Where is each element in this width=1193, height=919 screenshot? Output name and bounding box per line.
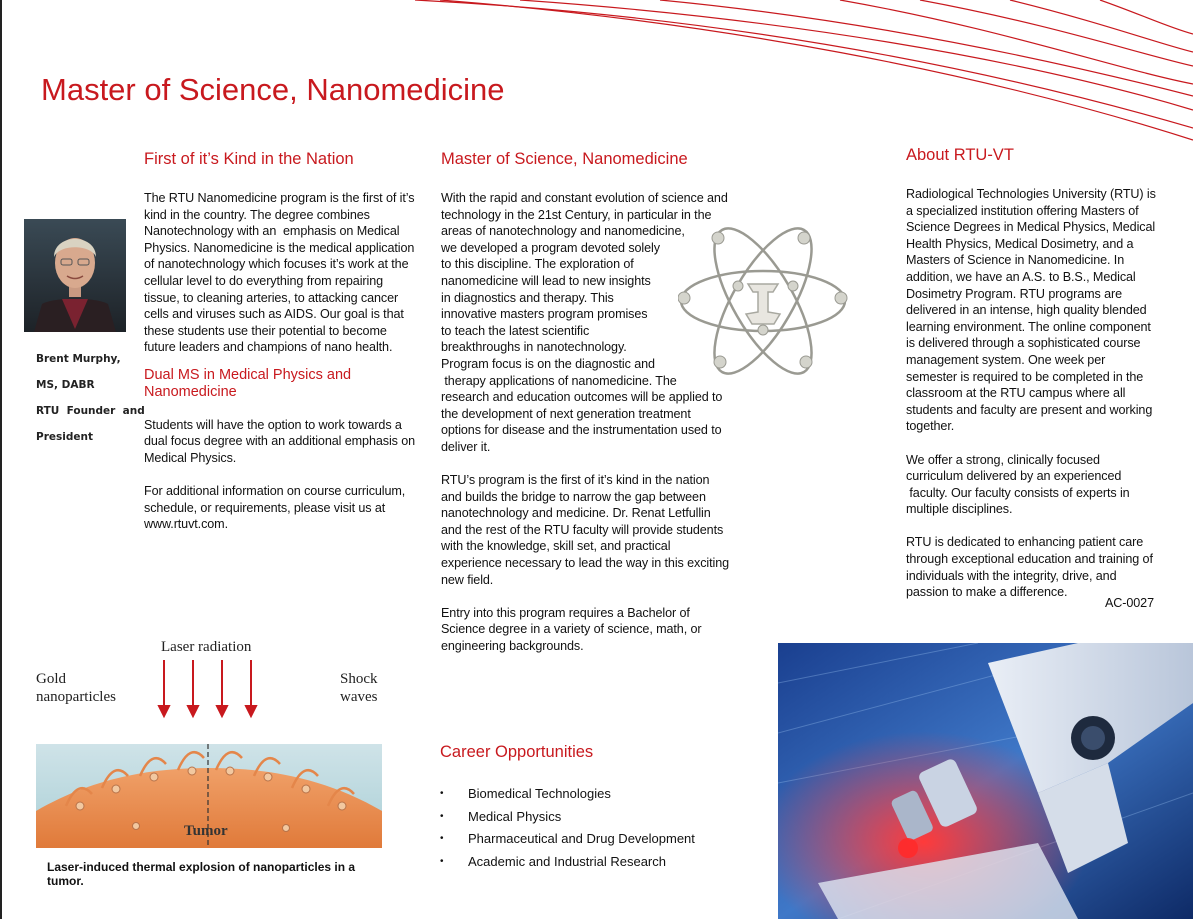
profile-role-line1: RTU Founder and <box>36 405 145 417</box>
heading-about-rtu: About RTU-VT <box>906 146 1014 164</box>
bullet-icon: • <box>440 788 444 799</box>
diagram-caption: Laser-induced thermal explosion of nanoparticles in a tumor. <box>47 860 356 888</box>
column-about-rtu <box>906 146 1166 601</box>
heading-dual-ms: Dual MS in Medical Physics and Nanomedicine <box>144 366 352 400</box>
profile-name: Brent Murphy, <box>36 353 121 365</box>
first-of-kind-paragraph: The RTU Nanomedicine program is the first of it’s kind in the country. The degree combines Nanotechnology with an emphasis on Medical Physics. Nanomedicine is the medical application of nanotechnology which focuses it’s work at the cellular level to do everything from repairing tissue, to cleaning arteries, to attacking cancer cells and viruses such as AIDS. Our goal is that these students use their potential to become future leaders and champions of nano health. <box>144 191 415 355</box>
career-opportunities-section <box>440 743 740 874</box>
column-first-of-kind <box>144 150 419 549</box>
label-laser-radiation: Laser radiation <box>161 639 252 655</box>
heading-career-opportunities: Career Opportunities <box>440 743 594 761</box>
decorative-swoosh-lines <box>400 0 1193 150</box>
list-item: • Pharmaceutical and Drug Development <box>440 828 740 851</box>
page-border <box>0 0 2 919</box>
laser-arrows-icon <box>159 660 256 716</box>
document-code: AC-0027 <box>1104 596 1154 610</box>
about-paragraph-2: We offer a strong, clinically focused curriculum delivered by an experienced faculty. Our faculty consists of experts in multiple disciplines. <box>906 452 1130 517</box>
profile-role-line2: President <box>36 431 93 443</box>
nanomedicine-paragraph-2: RTU’s program is the first of it’s kind in the nation and builds the bridge to narrow the gap between nanotechnology and medicine. Dr. Renat Letfullin and the rest of the RTU faculty will provide students with the knowledge, skill set, and practical experience necessary to lead the way in this exciting new field. <box>441 473 730 587</box>
heading-nanomedicine: Master of Science, Nanomedicine <box>441 150 688 168</box>
person-portrait-icon <box>24 219 126 332</box>
label-tumor: Tumor <box>184 823 228 839</box>
about-paragraph-3: RTU is dedicated to enhancing patient care through exceptional education and training of individuals with the integrity, drive, and passion to make a difference. <box>906 535 1153 600</box>
dual-ms-paragraph: Students will have the option to work towards a dual focus degree with an additional emphasis on Medical Physics. <box>144 417 416 465</box>
career-list <box>440 783 740 874</box>
nanomedicine-paragraph-1: With the rapid and constant evolution of science and technology in the 21st Century, in particular in the areas of nanotechnology and nanomedicine, we developed a program devoted solely to this discipline. The exploration of nanomedicine will lead to new insights in diagnostics and therapy. This innovative masters program promises to teach the latest scientific breakthroughs in nanotechnology. Program focus is on the diagnostic and therapy applications of nanomedicine. The research and education outcomes will be applied to the development of next generation treatment options for disease and the instrumentation used to deliver it. <box>441 191 728 454</box>
microscope-icon <box>778 643 1193 919</box>
atom-logo-icon <box>678 226 848 376</box>
list-item: • Biomedical Technologies <box>440 783 740 806</box>
microscope-photo <box>778 643 1193 919</box>
profile-photo <box>24 219 126 332</box>
nanoparticle-diagram <box>36 636 382 848</box>
nanomedicine-paragraph-3: Entry into this program requires a Bachelor of Science degree in a variety of science, math, or engineering backgrounds. <box>441 605 702 654</box>
label-gold-line2: nanoparticles <box>36 689 116 705</box>
label-shock-line2: waves <box>340 689 378 705</box>
about-paragraph-1: Radiological Technologies University (RTU) is a specialized institution offering Masters of Science Degrees in Medical Physics, Medical Health Physics, Medical Dosimetry, and a Masters of Science in Nanomedicine. In addition, we have an A.S. to B.S., Medical Dosimetry Program. RTU programs are delivered in an intense, high quality blended learning environment. The online component is delivered through a sophisticated course management system. One week per semester is required to be completed in the classroom at the RTU campus where all students and faculty are present and working together. <box>906 187 1156 434</box>
label-shock-line1: Shock <box>340 671 378 687</box>
bullet-icon: • <box>440 810 444 822</box>
bullet-icon: • <box>440 833 444 845</box>
list-item: • Academic and Industrial Research <box>440 851 740 874</box>
profile-credentials: MS, DABR <box>36 379 95 391</box>
more-info-paragraph: For additional information on course curriculum, schedule, or requirements, please visit us at www.rtuvt.com. <box>144 483 406 532</box>
heading-first-of-kind: First of it’s Kind in the Nation <box>144 150 354 168</box>
label-gold-line1: Gold <box>36 671 66 687</box>
profile-caption <box>36 346 145 450</box>
bullet-icon: • <box>440 856 444 868</box>
list-item: • Medical Physics <box>440 806 740 829</box>
page-title: Master of Science, Nanomedicine <box>41 72 505 107</box>
